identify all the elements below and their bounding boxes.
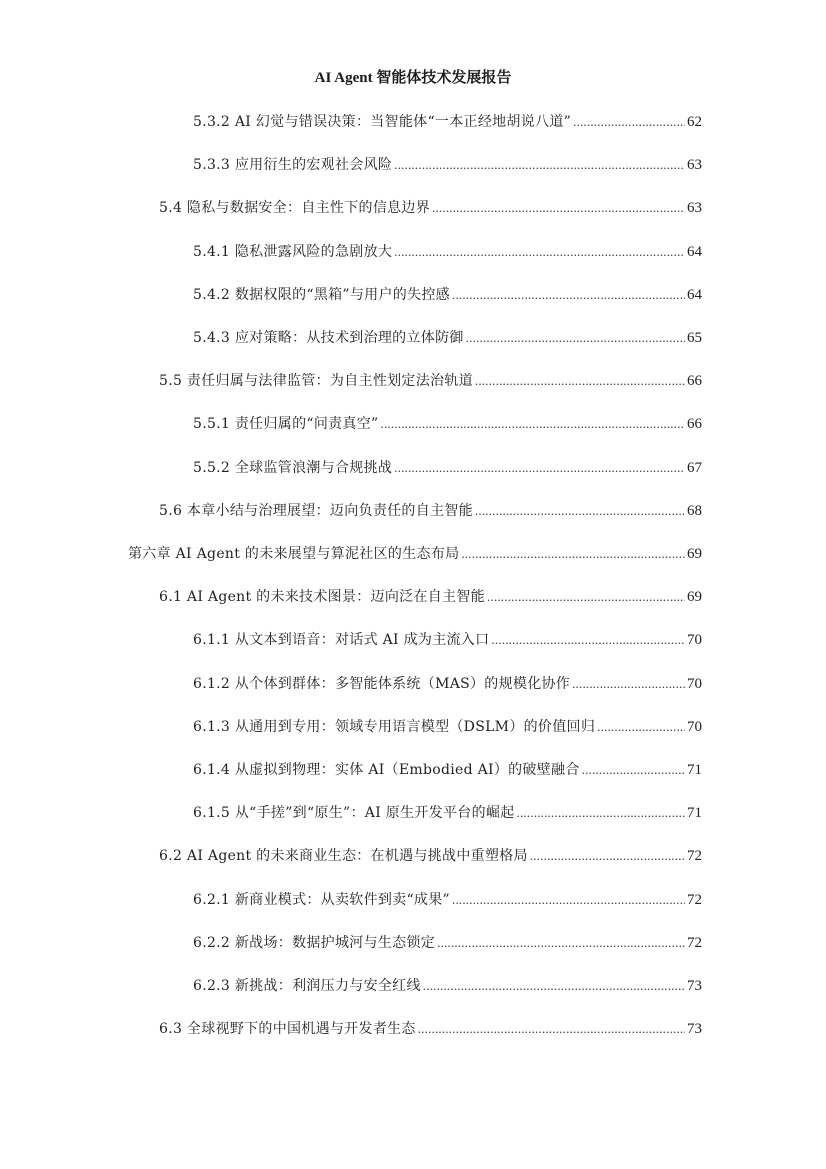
toc-entry-page-number: 63 — [687, 200, 702, 217]
toc-entry-title: 6.1.5 从“手搓”到“原生”：AI 原生开发平台的崛起 — [193, 805, 515, 822]
toc-entry[interactable] — [159, 844, 702, 868]
toc-entry[interactable] — [193, 283, 702, 307]
toc-entry-title: 6.2 AI Agent 的未来商业生态：在机遇与挑战中重塑格局 — [159, 848, 528, 865]
toc-entry-page-number: 73 — [687, 1021, 702, 1038]
toc-entry-title: 5.3.3 应用衍生的宏观社会风险 — [193, 157, 393, 174]
toc-dot-leader — [517, 801, 686, 825]
toc-entry-title: 6.1.2 从个体到群体：多智能体系统（MAS）的规模化协作 — [193, 675, 571, 692]
toc-entry[interactable] — [193, 801, 702, 825]
toc-entry-page-number: 69 — [687, 589, 702, 606]
toc-entry-title: 5.3.2 AI 幻觉与错误决策：当智能体“一本正经地胡说八道” — [193, 114, 572, 130]
toc-entry[interactable] — [193, 931, 702, 955]
toc-dot-leader — [597, 715, 685, 739]
toc-entry-page-number: 64 — [687, 286, 702, 303]
toc-entry-page-number: 68 — [687, 502, 702, 519]
toc-dot-leader — [530, 844, 685, 868]
toc-entry[interactable] — [193, 412, 702, 436]
toc-dot-leader — [475, 369, 685, 393]
toc-dot-leader — [572, 672, 685, 696]
toc-entry-page-number: 66 — [687, 416, 702, 433]
toc-entry[interactable] — [193, 628, 702, 652]
toc-entry-title: 5.4.2 数据权限的“黑箱”与用户的失控感 — [193, 286, 450, 303]
toc-entry-title: 5.4 隐私与数据安全：自主性下的信息边界 — [159, 200, 431, 217]
toc-dot-leader — [437, 931, 685, 955]
toc-dot-leader — [381, 412, 686, 436]
toc-dot-leader — [487, 585, 685, 609]
toc-entry[interactable] — [193, 456, 702, 480]
toc-dot-leader — [394, 240, 685, 264]
toc-entry-title: 5.5.2 全球监管浪潮与合规挑战 — [193, 459, 393, 476]
toc-dot-leader — [452, 283, 685, 307]
toc-entry-title: 5.4.1 隐私泄露风险的急剧放大 — [193, 243, 393, 260]
toc-dot-leader — [394, 456, 685, 480]
toc-entry-page-number: 73 — [687, 978, 702, 994]
toc-dot-leader — [423, 974, 685, 998]
toc-entry-title: 6.3 全球视野下的中国机遇与开发者生态 — [159, 1021, 416, 1038]
toc-entry-page-number: 64 — [687, 243, 702, 260]
toc-entry[interactable] — [193, 672, 702, 696]
toc-entry[interactable] — [193, 974, 702, 998]
toc-entry-title: 6.1.3 从通用到专用：领域专用语言模型（DSLM）的价值回归 — [193, 718, 596, 735]
toc-entry-page-number: 72 — [687, 891, 702, 908]
toc-entry-title: 5.6 本章小结与治理展望：迈向负责任的自主智能 — [159, 502, 473, 519]
toc-dot-leader — [432, 196, 685, 220]
toc-entry-page-number: 69 — [687, 546, 702, 562]
toc-entry-page-number: 63 — [687, 157, 702, 174]
toc-dot-leader — [452, 888, 685, 912]
toc-entry-page-number: 70 — [687, 632, 702, 649]
toc-dot-leader — [466, 326, 685, 350]
toc-dot-leader — [491, 628, 685, 652]
toc-entry-title: 6.1 AI Agent 的未来技术图景：迈向泛在自主智能 — [159, 589, 485, 606]
toc-entry-page-number: 71 — [687, 805, 702, 822]
toc-entry[interactable] — [193, 715, 702, 739]
toc-entry[interactable] — [159, 499, 702, 523]
toc-entry-title: 6.2.1 新商业模式：从卖软件到卖“成果” — [193, 891, 450, 908]
page-header-title: AI Agent 智能体技术发展报告 — [314, 70, 512, 86]
toc-entry[interactable] — [193, 326, 702, 350]
toc-entry-page-number: 67 — [687, 459, 702, 476]
toc-dot-leader — [394, 153, 685, 177]
toc-dot-leader — [461, 542, 685, 566]
toc-entry-title: 6.1.4 从虚拟到物理：实体 AI（Embodied AI）的破壁融合 — [193, 762, 580, 778]
toc-entry[interactable] — [159, 196, 702, 220]
toc-entry-title: 6.2.3 新挑战：利润压力与安全红线 — [193, 978, 421, 994]
toc-dot-leader — [418, 1017, 685, 1041]
toc-entry[interactable] — [193, 110, 702, 134]
toc-entry-title: 6.1.1 从文本到语音：对话式 AI 成为主流入口 — [193, 632, 490, 649]
toc-entry-page-number: 70 — [687, 675, 702, 692]
toc-entry-page-number: 66 — [687, 373, 702, 390]
toc-entry[interactable] — [159, 585, 702, 609]
toc-entry[interactable] — [193, 153, 702, 177]
toc-entry[interactable] — [193, 240, 702, 264]
toc-entry-title: 第六章 AI Agent 的未来展望与算泥社区的生态布局 — [128, 546, 460, 562]
toc-entry[interactable] — [159, 1017, 702, 1041]
toc-entry[interactable] — [128, 542, 702, 566]
toc-entry[interactable] — [193, 758, 702, 782]
toc-entry-page-number: 71 — [687, 762, 702, 778]
toc-dot-leader — [475, 499, 685, 523]
toc-entry-page-number: 72 — [687, 848, 702, 865]
toc-entry-page-number: 70 — [687, 718, 702, 735]
toc-entry-title: 6.2.2 新战场：数据护城河与生态锁定 — [193, 934, 436, 951]
toc-dot-leader — [582, 758, 685, 782]
toc-entry[interactable] — [193, 888, 702, 912]
toc-entry-title: 5.4.3 应对策略：从技术到治理的立体防御 — [193, 330, 464, 346]
toc-entry-page-number: 72 — [687, 934, 702, 951]
toc-entry[interactable] — [159, 369, 702, 393]
toc-entry-page-number: 65 — [687, 330, 702, 346]
toc-entry-page-number: 62 — [687, 114, 702, 130]
toc-entry-title: 5.5 责任归属与法律监管：为自主性划定法治轨道 — [159, 373, 473, 390]
toc-entry-title: 5.5.1 责任归属的“问责真空” — [193, 416, 379, 433]
toc-dot-leader — [573, 110, 685, 134]
